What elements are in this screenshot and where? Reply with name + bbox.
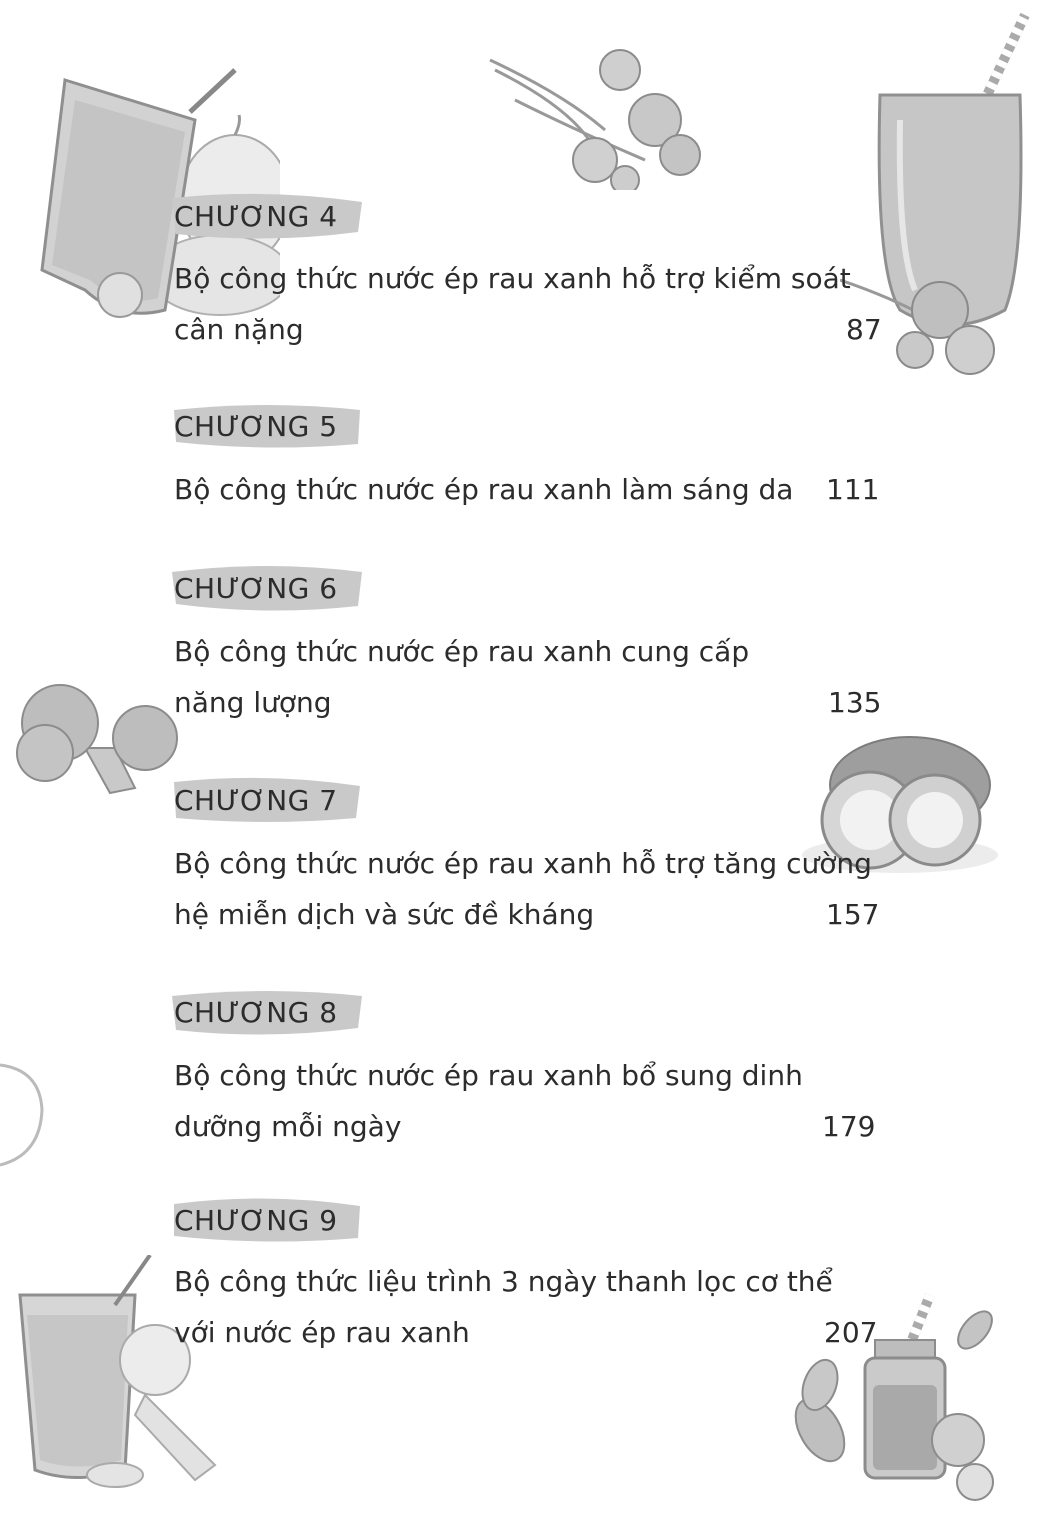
juice-jar-icon — [780, 1290, 1000, 1510]
apple-outline-icon — [0, 1060, 45, 1170]
chapter-title-line-1: Bộ công thức nước ép rau xanh bổ sung dinh — [174, 1059, 803, 1092]
page-number: 179 — [822, 1110, 876, 1143]
chapter-title-line-2: năng lượng — [174, 686, 332, 719]
broccoli-icon — [15, 678, 180, 803]
chapter-title-line-2: hệ miễn dịch và sức đề kháng — [174, 898, 595, 931]
chapter-title-line-1: Bộ công thức liệu trình 3 ngày thanh lọc cơ thể — [174, 1265, 833, 1298]
chapter-heading — [172, 772, 362, 828]
chapter-title-line-2: với nước ép rau xanh — [174, 1316, 470, 1349]
page-number: 87 — [846, 313, 882, 346]
chapter-title-line-1: Bộ công thức nước ép rau xanh hỗ trợ tăng cường — [174, 847, 872, 880]
parsley-icon — [485, 40, 715, 190]
chapter-heading — [172, 1192, 362, 1248]
chapter-label: CHƯƠNG 5 — [174, 410, 338, 443]
chapter-label: CHƯƠNG 6 — [174, 572, 338, 605]
chapter-label: CHƯƠNG 9 — [174, 1204, 338, 1237]
chapter-title-line-2: dưỡng mỗi ngày — [174, 1110, 402, 1143]
page-number: 157 — [826, 898, 880, 931]
chapter-label: CHƯƠNG 7 — [174, 784, 338, 817]
chapter-heading — [172, 984, 362, 1040]
page-number: 207 — [824, 1316, 878, 1349]
chapter-title-line-2: cân nặng — [174, 313, 304, 346]
chapter-title-line-1: Bộ công thức nước ép rau xanh hỗ trợ kiểm soát — [174, 262, 851, 295]
chapter-label: CHƯƠNG 8 — [174, 996, 338, 1029]
chapter-heading — [172, 398, 362, 454]
chapter-title-line-1: Bộ công thức nước ép rau xanh cung cấp — [174, 635, 750, 668]
chapter-heading — [172, 188, 362, 244]
page-number: 135 — [828, 686, 882, 719]
page-number: 111 — [826, 473, 880, 506]
chapter-label: CHƯƠNG 4 — [174, 200, 338, 233]
chapter-heading — [172, 560, 362, 616]
chapter-title-line-1: Bộ công thức nước ép rau xanh làm sáng da — [174, 473, 794, 506]
